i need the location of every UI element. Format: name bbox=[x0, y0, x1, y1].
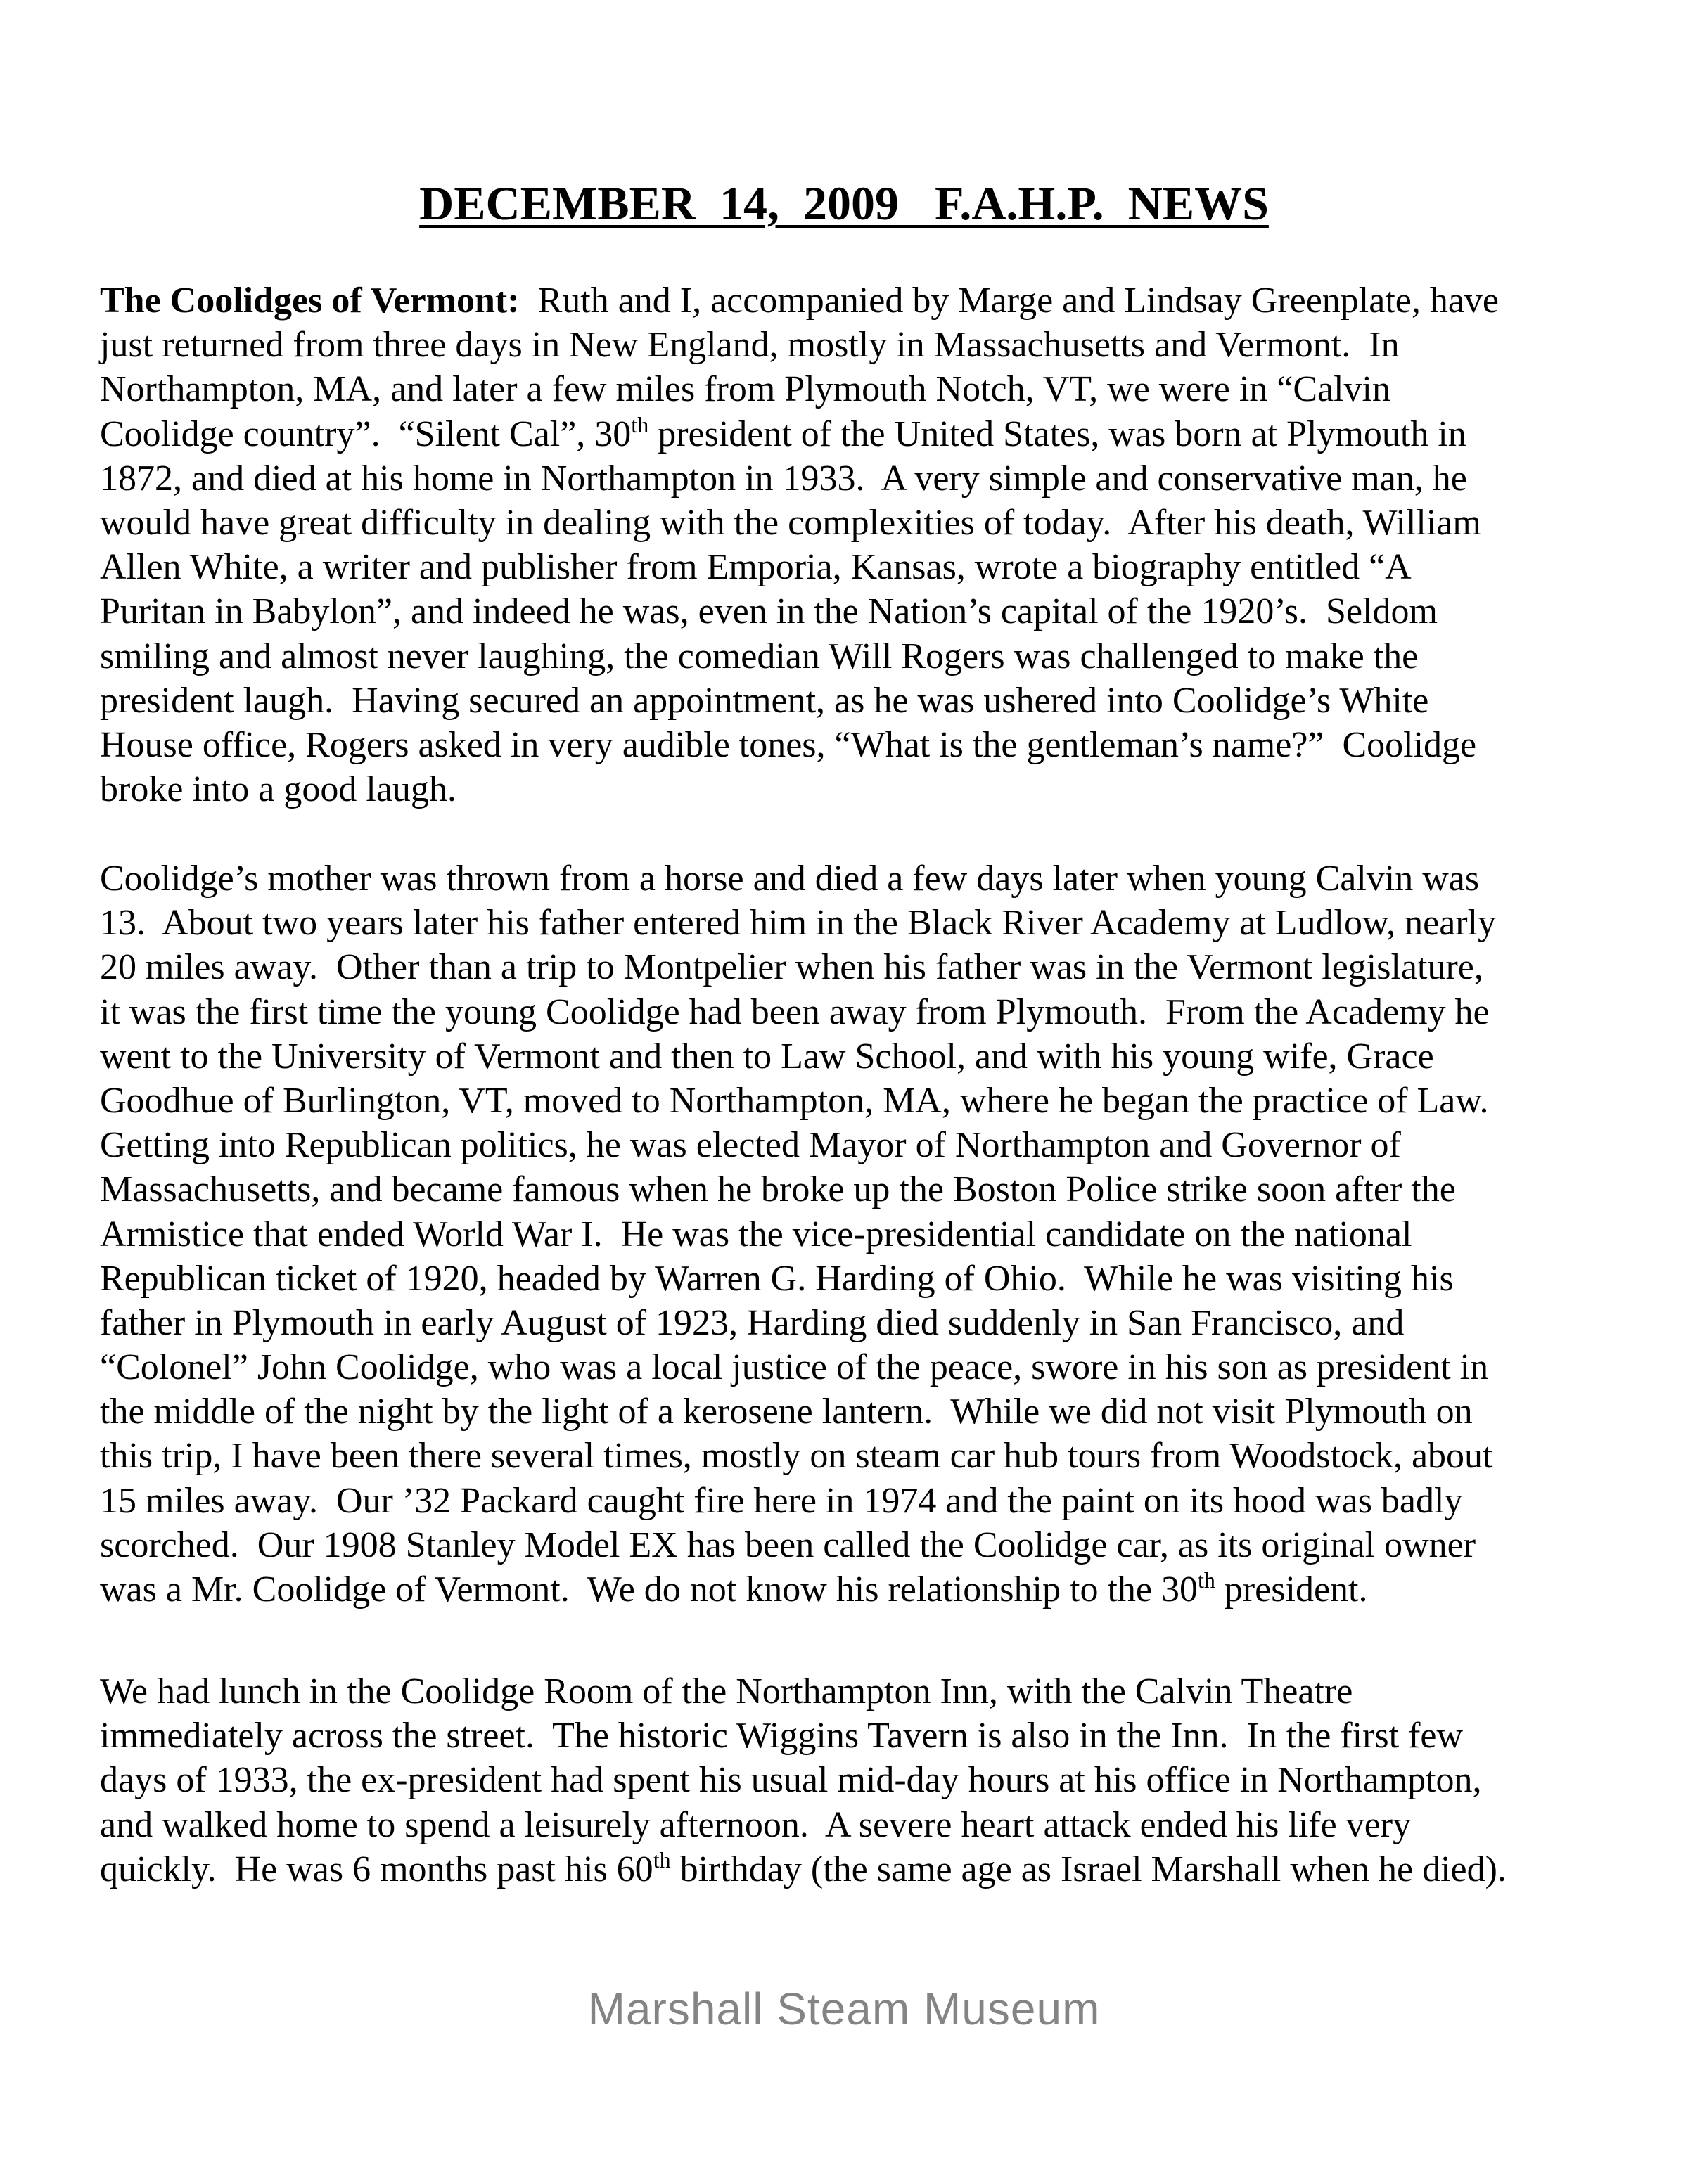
paragraph-northampton-inn bbox=[100, 1669, 1605, 1891]
text-run: 20 miles away. Other than a trip to Montpelier when his father was in the Vermont legislature, bbox=[100, 947, 1483, 988]
text-run: Coolidge’s mother was thrown from a horse and died a few days later when young Calvin was bbox=[100, 859, 1480, 899]
text-line bbox=[100, 1079, 1605, 1123]
text-line bbox=[100, 456, 1605, 501]
text-run: father in Plymouth in early August of 1923, Harding died suddenly in San Francisco, and bbox=[100, 1302, 1405, 1343]
text-run: 13. About two years later his father entered him in the Black River Academy at Ludlow, nearly bbox=[100, 903, 1497, 944]
text-line bbox=[100, 1803, 1605, 1847]
text-line bbox=[100, 945, 1605, 989]
text-line bbox=[100, 412, 1605, 456]
text-run: it was the first time the young Coolidge had been away from Plymouth. From the Academy he bbox=[100, 991, 1490, 1032]
text-line bbox=[100, 1479, 1605, 1523]
text-line bbox=[100, 1714, 1605, 1758]
text-line bbox=[100, 723, 1605, 767]
text-run: president. bbox=[1215, 1569, 1368, 1610]
text-line bbox=[100, 767, 1605, 811]
text-run: immediately across the street. The historic Wiggins Tavern is also in the Inn. In the first few bbox=[100, 1716, 1464, 1756]
text-line bbox=[100, 1345, 1605, 1389]
text-line bbox=[100, 679, 1605, 723]
text-run: 15 miles away. Our ’32 Packard caught fire here in 1974 and the paint on its hood was badly bbox=[100, 1480, 1463, 1521]
text-run: this trip, I have been there several times, mostly on steam car hub tours from Woodstock, about bbox=[100, 1436, 1493, 1477]
ordinal-superscript: th bbox=[1197, 1567, 1215, 1593]
text-run: Massachusetts, and became famous when he broke up the Boston Police strike soon after the bbox=[100, 1169, 1456, 1210]
text-run: Coolidge country”. “Silent Cal”, 30 bbox=[100, 413, 632, 454]
text-run: days of 1933, the ex-president had spent his usual mid-day hours at his office in Northampton, bbox=[100, 1760, 1482, 1801]
text-line bbox=[100, 1758, 1605, 1802]
paragraph-coolidges-of-vermont bbox=[100, 278, 1605, 811]
text-run: scorched. Our 1908 Stanley Model EX has been called the Coolidge car, as its original owner bbox=[100, 1524, 1476, 1565]
text-line bbox=[100, 545, 1605, 589]
text-line bbox=[100, 1212, 1605, 1257]
text-run: Northampton, MA, and later a few miles from Plymouth Notch, VT, we were in “Calvin bbox=[100, 369, 1391, 410]
text-line bbox=[100, 367, 1605, 411]
text-run: House office, Rogers asked in very audible tones, “What is the gentleman’s name?” Coolidge bbox=[100, 724, 1477, 765]
text-line bbox=[100, 1523, 1605, 1567]
text-line bbox=[100, 1389, 1605, 1434]
text-line bbox=[100, 1257, 1605, 1301]
text-run: Puritan in Babylon”, and indeed he was, even in the Nation’s capital of the 1920’s. Seldom bbox=[100, 591, 1438, 632]
text-line bbox=[100, 1567, 1605, 1612]
text-run: was a Mr. Coolidge of Vermont. We do not know his relationship to the 30 bbox=[100, 1569, 1198, 1610]
watermark: Marshall Steam Museum bbox=[587, 1984, 1101, 2034]
text-run: Goodhue of Burlington, VT, moved to Northampton, MA, where he began the practice of Law. bbox=[100, 1080, 1489, 1121]
text-line bbox=[100, 990, 1605, 1034]
text-line bbox=[100, 1669, 1605, 1714]
text-line bbox=[100, 901, 1605, 945]
text-line bbox=[100, 1123, 1605, 1167]
paragraph-coolidge-early-life bbox=[100, 856, 1605, 1612]
text-run: Getting into Republican politics, he was elected Mayor of Northampton and Governor of bbox=[100, 1125, 1401, 1166]
text-run: quickly. He was 6 months past his 60 bbox=[100, 1849, 653, 1889]
text-line bbox=[100, 589, 1605, 634]
text-run: We had lunch in the Coolidge Room of the Northampton Inn, with the Calvin Theatre bbox=[100, 1671, 1353, 1711]
text-line bbox=[100, 1301, 1605, 1345]
text-line bbox=[100, 856, 1605, 901]
text-line bbox=[100, 1034, 1605, 1079]
text-line bbox=[100, 1847, 1605, 1891]
text-line bbox=[100, 1434, 1605, 1478]
text-line bbox=[100, 323, 1605, 367]
text-run: birthday (the same age as Israel Marshall when he died). bbox=[670, 1849, 1507, 1889]
text-line bbox=[100, 634, 1605, 679]
text-run: smiling and almost never laughing, the comedian Will Rogers was challenged to make the bbox=[100, 636, 1419, 676]
text-run: “Colonel” John Coolidge, who was a local justice of the peace, swore in his son as president in bbox=[100, 1347, 1489, 1388]
text-run: Republican ticket of 1920, headed by Warren G. Harding of Ohio. While he was visiting his bbox=[100, 1258, 1454, 1299]
text-run: president of the United States, was born at Plymouth in bbox=[648, 413, 1466, 454]
text-run: and walked home to spend a leisurely afternoon. A severe heart attack ended his life very bbox=[100, 1804, 1412, 1845]
text-line bbox=[100, 501, 1605, 545]
text-line bbox=[100, 1167, 1605, 1212]
text-run: would have great difficulty in dealing with the complexities of today. After his death, William bbox=[100, 502, 1481, 543]
text-run: 1872, and died at his home in Northampton in 1933. A very simple and conservative man, he bbox=[100, 458, 1467, 499]
text-run: Armistice that ended World War I. He was the vice-presidential candidate on the national bbox=[100, 1214, 1412, 1254]
text-run: Ruth and I, accompanied by Marge and Lindsay Greenplate, have bbox=[519, 281, 1500, 321]
newsletter-title: DECEMBER 14, 2009 F.A.H.P. NEWS bbox=[419, 176, 1269, 230]
ordinal-superscript: th bbox=[653, 1846, 671, 1873]
text-line bbox=[100, 278, 1605, 323]
ordinal-superscript: th bbox=[631, 411, 649, 437]
section-heading: The Coolidges of Vermont: bbox=[100, 281, 520, 321]
text-run: broke into a good laugh. bbox=[100, 769, 456, 810]
text-run: Allen White, a writer and publisher from Emporia, Kansas, wrote a biography entitled “A bbox=[100, 547, 1412, 588]
text-run: president laugh. Having secured an appointment, as he was ushered into Coolidge’s White bbox=[100, 680, 1429, 721]
text-run: the middle of the night by the light of a kerosene lantern. While we did not visit Plymouth on bbox=[100, 1392, 1473, 1432]
text-run: just returned from three days in New England, mostly in Massachusetts and Vermont. In bbox=[100, 325, 1400, 366]
text-run: went to the University of Vermont and then to Law School, and with his young wife, Grace bbox=[100, 1036, 1434, 1077]
